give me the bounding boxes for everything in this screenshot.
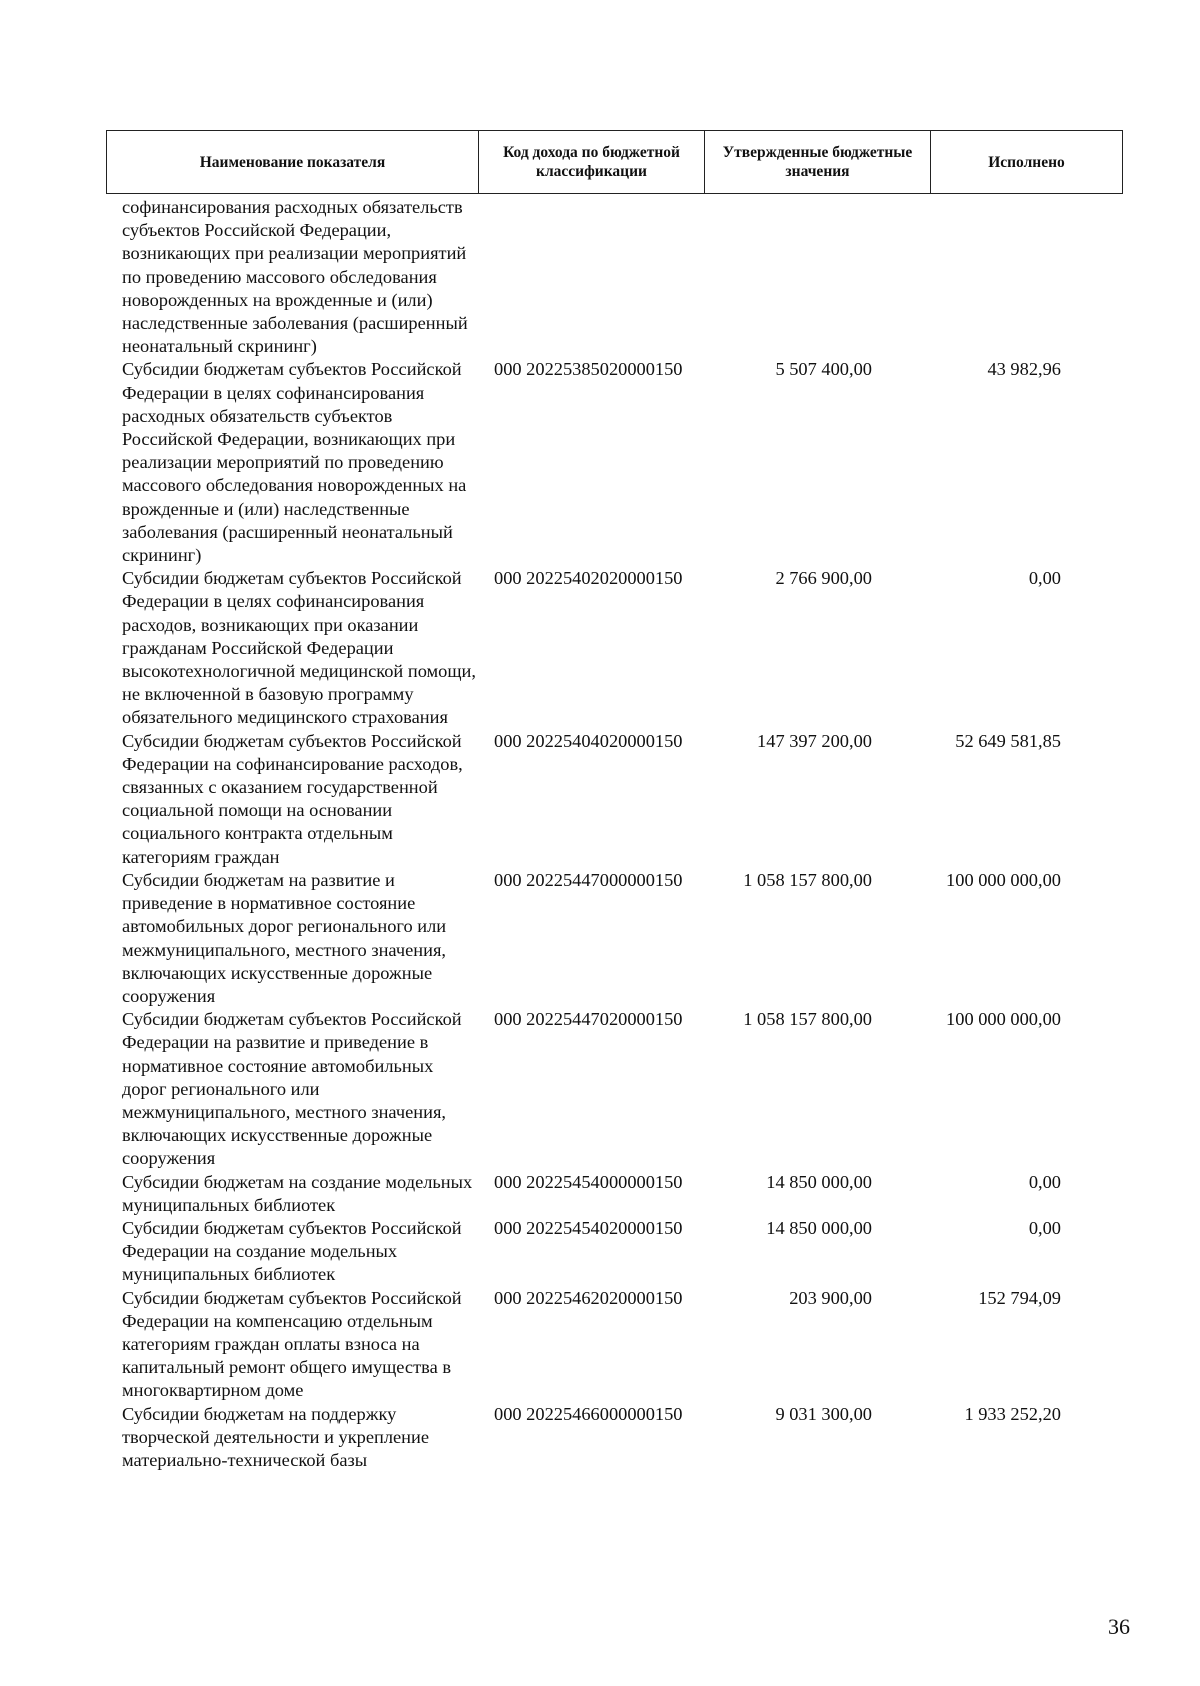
row-code: 000 20225454000000150 [494, 1171, 683, 1192]
row-approved: 9 031 300,00 [775, 1403, 872, 1424]
row-approved: 147 397 200,00 [757, 730, 872, 751]
row-code: 000 20225466000000150 [494, 1403, 683, 1424]
row-executed: 0,00 [1028, 568, 1061, 589]
row-name: Субсидии бюджетам на развитие и приведение в нормативное состояние автомобильных дорог регионального или межмуниципального, местного значения, включающих искусственные дорожные сооружения [122, 869, 447, 1006]
row-executed: 152 794,09 [978, 1287, 1061, 1308]
table-row [106, 1217, 1122, 1287]
row-approved: 2 766 900,00 [775, 568, 872, 589]
row-executed: 0,00 [1028, 1171, 1061, 1192]
row-executed: 100 000 000,00 [946, 1009, 1061, 1030]
header-code: Код дохода по бюджетной классификации [479, 131, 705, 194]
table-row-continuation [106, 196, 1122, 358]
table-row [106, 358, 1122, 567]
table-row [106, 1403, 1122, 1473]
table-row [106, 869, 1122, 1008]
row-approved: 203 900,00 [789, 1287, 872, 1308]
row-code: 000 20225454020000150 [494, 1217, 683, 1238]
row-name: Субсидии бюджетам на поддержку творческой деятельности и укрепление материально-технической базы [122, 1403, 430, 1470]
row-code: 000 20225447020000150 [494, 1009, 683, 1030]
row-name: Субсидии бюджетам субъектов Российской Федерации на создание модельных муниципальных библиотек [122, 1217, 462, 1285]
table-row [106, 730, 1122, 869]
row-approved: 1 058 157 800,00 [743, 869, 872, 890]
row-executed: 52 649 581,85 [955, 730, 1061, 751]
header-approved: Утвержденные бюджетные значения [705, 131, 931, 194]
page-number: 36 [1108, 1614, 1130, 1639]
row-code: 000 20225404020000150 [494, 730, 683, 751]
row-approved: 1 058 157 800,00 [743, 1009, 872, 1030]
row-code: 000 20225462020000150 [494, 1287, 683, 1308]
row-name: Субсидии бюджетам субъектов Российской Федерации на софинансирование расходов, связанных с оказанием государственной социальной помощи на основании социального контракта отдельным категориям граждан [122, 730, 463, 867]
table-row [106, 1287, 1122, 1403]
table-body [106, 196, 1122, 1472]
row-approved: 14 850 000,00 [766, 1171, 872, 1192]
row-executed: 43 982,96 [987, 359, 1061, 380]
header-name: Наименование показателя [107, 131, 479, 194]
table-header [106, 130, 1123, 194]
table-row [106, 1171, 1122, 1217]
row-code: 000 20225447000000150 [494, 869, 683, 890]
row-executed: 100 000 000,00 [946, 869, 1061, 890]
row-name: Субсидии бюджетам субъектов Российской Федерации в целях софинансирования расходных обязательств субъектов Российской Федерации, возникающих при реализации мероприятий по проведению массового обследования новорожденных на врожденные и (или) наследственные заболевания (расширенный неонатальный скрининг) [122, 359, 467, 566]
table-row [106, 567, 1122, 729]
row-executed: 1 933 252,20 [964, 1403, 1061, 1424]
row-code: 000 20225402020000150 [494, 568, 683, 589]
row-approved: 5 507 400,00 [775, 359, 872, 380]
row-name: Субсидии бюджетам субъектов Российской Федерации в целях софинансирования расходов, возникающих при оказании гражданам Российской Федерации высокотехнологичной медицинской помощи, не включенной в базовую программу обязательного медицинского страхования [122, 568, 476, 728]
row-name: Субсидии бюджетам субъектов Российской Федерации на развитие и приведение в нормативное состояние автомобильных дорог регионального или межмуниципального, местного значения, включающих искусственные дорожные сооружения [122, 1009, 462, 1169]
row-approved: 14 850 000,00 [766, 1217, 872, 1238]
row-name: софинансирования расходных обязательств субъектов Российской Федерации, возникающих при реализации мероприятий по проведению массового обследования новорожденных на врожденные и (или) наследственные заболевания (расширенный неонатальный скрининг) [122, 197, 468, 357]
row-executed: 0,00 [1028, 1217, 1061, 1238]
row-code: 000 20225385020000150 [494, 359, 683, 380]
row-name: Субсидии бюджетам на создание модельных муниципальных библиотек [122, 1171, 473, 1215]
header-executed: Исполнено [931, 131, 1123, 194]
row-name: Субсидии бюджетам субъектов Российской Федерации на компенсацию отдельным категориям граждан оплаты взноса на капитальный ремонт общего имущества в многоквартирном доме [122, 1287, 462, 1401]
table-row [106, 1008, 1122, 1170]
